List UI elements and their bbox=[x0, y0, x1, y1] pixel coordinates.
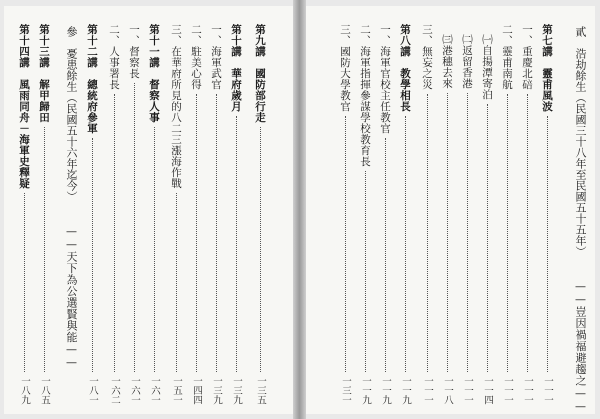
dot-leader bbox=[114, 94, 115, 372]
toc-entry[interactable] bbox=[499, 24, 515, 404]
toc-entry-page: 一一九 bbox=[400, 375, 411, 404]
toc-entry-heading: ㈠自揚潭寄泊 bbox=[481, 34, 493, 100]
dot-leader bbox=[24, 193, 25, 372]
toc-entry-heading: ㈡返留香港 bbox=[461, 34, 473, 89]
toc-entry-page: 一八九 bbox=[19, 375, 30, 404]
toc-entry-heading: 第十二講 總統府參軍 bbox=[86, 24, 98, 134]
toc-entry[interactable] bbox=[252, 24, 268, 404]
toc-entry[interactable] bbox=[519, 24, 535, 404]
part-three-title: 參 憂患餘生（民國五十六年迄今） bbox=[65, 26, 78, 202]
dot-leader bbox=[216, 94, 217, 372]
toc-entry-page: 一六一 bbox=[149, 375, 160, 404]
toc-entry-page: 一一一 bbox=[422, 375, 433, 404]
dot-leader bbox=[427, 94, 428, 372]
toc-entry-page: 一四四 bbox=[191, 375, 202, 404]
toc-entry[interactable] bbox=[228, 24, 244, 404]
toc-entry-page: 一八五 bbox=[39, 375, 50, 404]
toc-entry-page: 一一一 bbox=[502, 375, 513, 404]
toc-entry-heading: 第七講 靈甫風波 bbox=[541, 24, 553, 112]
toc-entry[interactable] bbox=[146, 24, 162, 404]
toc-entry-heading: ㈢港穗去來 bbox=[441, 34, 453, 89]
part-three-heading bbox=[62, 26, 78, 369]
toc-entry[interactable] bbox=[539, 24, 555, 404]
dot-leader bbox=[345, 116, 346, 372]
dot-leader bbox=[44, 127, 45, 372]
dot-leader bbox=[547, 116, 548, 372]
dot-leader bbox=[365, 171, 366, 372]
toc-entry-page: 一三九 bbox=[231, 375, 242, 404]
toc-entry[interactable] bbox=[397, 24, 413, 404]
toc-entry[interactable] bbox=[419, 24, 435, 404]
toc-entry-heading: 一、海軍官校主任教官 bbox=[379, 24, 391, 134]
toc-entry-heading: 第十三講 解甲歸田 bbox=[38, 24, 50, 123]
dot-leader bbox=[447, 93, 448, 372]
dot-leader bbox=[176, 193, 177, 372]
toc-entry[interactable] bbox=[36, 24, 52, 404]
toc-entry[interactable] bbox=[439, 34, 455, 404]
toc-entry-heading: 二、人事署長 bbox=[108, 24, 120, 90]
dot-leader bbox=[260, 127, 261, 372]
toc-entry-heading: 三、無妄之災 bbox=[421, 24, 433, 90]
left-page bbox=[4, 6, 293, 414]
toc-entry-heading: 三、國防大學教官 bbox=[339, 24, 351, 112]
toc-entry[interactable] bbox=[16, 24, 32, 404]
dot-leader bbox=[467, 93, 468, 372]
part-two-title: 貳 浩劫餘生（民國三十八年至民國五十五年） bbox=[574, 26, 587, 257]
toc-entry-page: 一一四 bbox=[482, 375, 493, 404]
dot-leader bbox=[527, 94, 528, 372]
toc-entry-heading: 第九講 國防部行走 bbox=[254, 24, 266, 123]
dot-leader bbox=[507, 94, 508, 372]
toc-entry[interactable] bbox=[168, 24, 184, 404]
toc-entry-heading: 一、督察長 bbox=[128, 24, 140, 79]
dot-leader bbox=[236, 116, 237, 372]
toc-entry-page: 一三一 bbox=[340, 375, 351, 404]
dot-leader bbox=[92, 138, 93, 372]
toc-entry[interactable] bbox=[357, 24, 373, 404]
toc-entry-page: 一一八 bbox=[442, 375, 453, 404]
toc-entry-page: 一一九 bbox=[360, 375, 371, 404]
right-page bbox=[306, 6, 595, 414]
dot-leader bbox=[196, 94, 197, 372]
toc-entry-page: 一一一 bbox=[462, 375, 473, 404]
book-gutter bbox=[293, 0, 306, 419]
part-two-subtitle: —— 豈因禍福避趨之 —— bbox=[574, 280, 587, 413]
toc-entry[interactable] bbox=[337, 24, 353, 404]
toc-entry[interactable] bbox=[84, 24, 100, 404]
toc-entry-heading: 二、駐美心得 bbox=[190, 24, 202, 90]
dot-leader bbox=[487, 104, 488, 372]
toc-entry-page: 一五一 bbox=[171, 375, 182, 404]
toc-entry-page: 一六二 bbox=[109, 375, 120, 404]
toc-entry[interactable] bbox=[459, 34, 475, 404]
toc-entry-page: 一六一 bbox=[129, 375, 140, 404]
part-three-subtitle: —— 天下為公選賢與能 —— bbox=[65, 225, 78, 369]
toc-entry-page: 一三九 bbox=[211, 375, 222, 404]
toc-entry-page: 一一九 bbox=[380, 375, 391, 404]
toc-entry[interactable] bbox=[188, 24, 204, 404]
toc-entry-heading: 二、海軍指揮參謀學校教育長 bbox=[359, 24, 371, 167]
dot-leader bbox=[154, 127, 155, 372]
toc-entry[interactable] bbox=[126, 24, 142, 404]
toc-entry[interactable] bbox=[106, 24, 122, 404]
toc-entry-heading: 三、在華府所見的八二三漲海作戰 bbox=[170, 24, 182, 189]
toc-entry-heading: 第八講 教學相長 bbox=[399, 24, 411, 112]
toc-entry-heading: 第十講 華府歲月 bbox=[230, 24, 242, 112]
dot-leader bbox=[405, 116, 406, 372]
toc-entry[interactable] bbox=[377, 24, 393, 404]
toc-entry-heading: 一、重慶北碚 bbox=[521, 24, 533, 90]
toc-entry-heading: 第十四講 風雨同舟－海軍史釋疑 bbox=[18, 24, 30, 189]
part-two-heading bbox=[571, 26, 587, 413]
toc-entry[interactable] bbox=[208, 24, 224, 404]
toc-entry-heading: 二、靈甫南航 bbox=[501, 24, 513, 90]
toc-entry[interactable] bbox=[479, 34, 495, 404]
toc-entry-page: 一一一 bbox=[542, 375, 553, 404]
toc-entry-page: 一一一 bbox=[522, 375, 533, 404]
dot-leader bbox=[385, 138, 386, 372]
toc-entry-page: 一三五 bbox=[255, 375, 266, 404]
toc-entry-heading: 第十一講 督察人事 bbox=[148, 24, 160, 123]
toc-entry-heading: 一、海軍武官 bbox=[210, 24, 222, 90]
toc-entry-page: 一八一 bbox=[87, 375, 98, 404]
dot-leader bbox=[134, 83, 135, 372]
